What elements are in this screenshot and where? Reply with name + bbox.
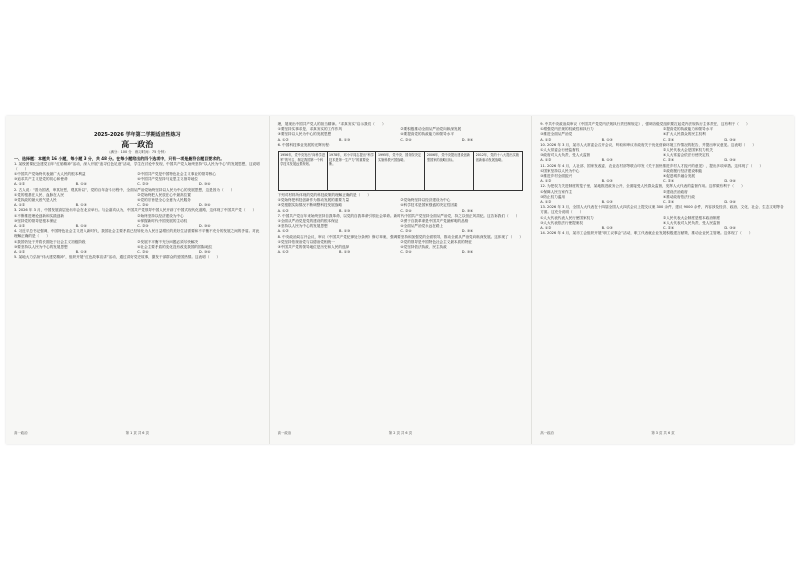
timeline-table bbox=[278, 151, 524, 191]
question-stem: 11. 2026 年 4 月，人社部、国家发改委、农业农村部等联合印发《关于加快推进乡村人才振兴的意见》，提出多项举措。这体现了（ ） bbox=[540, 163, 764, 168]
answer-choice: B. ①④ bbox=[75, 224, 87, 229]
answer-choice: A. ①② bbox=[14, 250, 26, 255]
answer-choice: D. ③④ bbox=[724, 158, 736, 163]
statement-option: ②人民代表大会制度是根本政治制度 bbox=[662, 215, 721, 220]
question-item bbox=[278, 143, 524, 148]
answer-choice: B. ①③ bbox=[601, 200, 613, 205]
statement-option: ③坚持以人民为中心的发展思想 bbox=[277, 224, 328, 229]
answer-choice: C. ②④ bbox=[400, 229, 412, 234]
timeline-cell: 1978年，邓小平同志提出“科学技术是第一生产力”的重要论断。 bbox=[327, 152, 376, 190]
statement-option: ①人大常委会行使监督权 bbox=[540, 148, 580, 153]
statement-option: ①人大代表代表人民行使国家权力 bbox=[540, 215, 594, 220]
statement-option: ④中国共产党坚持马克思主义指导地位 bbox=[137, 177, 199, 182]
answer-choice: C. ②④ bbox=[662, 158, 675, 163]
statement-option: ③要坚持以人民为中心的发展思想 bbox=[14, 244, 68, 249]
statement-option: ①中国共产党始终代表最广大人民的根本利益 bbox=[14, 172, 86, 176]
exam-subject: 高一政治 bbox=[121, 140, 154, 149]
statement-option: ③要坚持以人民为中心的发展思想 bbox=[277, 132, 332, 137]
question-item bbox=[14, 188, 261, 209]
answer-choice: B. ①④ bbox=[75, 182, 87, 187]
question-stem: 3. 2026 年 3 月，中国发展高层论坛年会在北京举行。与会嘉宾认为，中国共产党领导中国人民开辟了中国式现代化道路，这体现了中国共产党（ ） bbox=[14, 208, 257, 213]
statement-option: ②党的领导是中国特色社会主义最本质的特征 bbox=[400, 239, 472, 244]
statement-option: ③中国共产党的领导地位是历史和人民的选择 bbox=[277, 245, 350, 250]
question-item bbox=[278, 198, 524, 214]
question-stem: 7. 中国共产党百年来始终坚持自我革命，以党的自我革命引领社会革命。新时代中国共产党坚持全面从严治党，持之以恒正风肃纪。这告诉我们（ ） bbox=[277, 213, 520, 218]
question-item bbox=[540, 184, 786, 205]
statement-option: ④党坚持依法执政、民主执政 bbox=[400, 245, 447, 250]
answer-choice: B. ①③ bbox=[338, 137, 351, 142]
answer-choice: C. ②④ bbox=[662, 226, 675, 231]
statement-option: ②中国共产党是中国特色社会主义事业的领导核心 bbox=[137, 172, 216, 176]
timeline-cell: 2006年，党中央提出建设创新型国家的战略目标。 bbox=[424, 152, 473, 190]
statement-option: ①党始终把科技创新作为推动发展的重要力量 bbox=[277, 198, 350, 203]
question-list bbox=[278, 127, 524, 148]
answer-choice: D. ③④ bbox=[724, 226, 736, 231]
answer-choice: A. ①② bbox=[277, 137, 289, 142]
statement-option: ③防止权力滥用 bbox=[540, 194, 565, 199]
statement-option: ④扩大人民群众的民主权利 bbox=[662, 132, 706, 137]
question-stem: 9. 中共中央政治局审议《中国共产党党内法规执行责任制规定》，强调各级党组织要扛起党内法规执行主体责任，这有利于（ ） bbox=[540, 122, 750, 126]
statement-option: ②建设法治政府 bbox=[662, 189, 688, 194]
answer-choice: B. ①③ bbox=[338, 229, 351, 234]
question-list bbox=[540, 122, 786, 236]
statement-option: ①党的根基在人民、血脉在人民 bbox=[14, 192, 64, 197]
answer-choice: C. ②④ bbox=[400, 250, 412, 255]
answer-choice: C. ②③ bbox=[137, 182, 149, 187]
statement-option: ②勇于自我革命是中国共产党最鲜明的品格 bbox=[400, 219, 469, 224]
page-footer bbox=[540, 431, 786, 436]
answer-choice: B. ①③ bbox=[601, 158, 613, 163]
question-stem: 8. 中央政治局召开会议，审议《中国共产党纪律处分条例》修订草案，强调要坚持和加强党的全面领导，推动全面从严治党向纵深发展。这体现了（ ） bbox=[277, 234, 523, 239]
footer-page-number: 第 2 页 共 6 页 bbox=[388, 430, 413, 435]
statement-option: ①保障人民当家作主 bbox=[540, 189, 573, 194]
statement-option: ②提高党的执政能力和领导水平 bbox=[662, 127, 713, 132]
answer-choice: B. ①③ bbox=[601, 137, 613, 142]
answer-choice: C. ②③ bbox=[137, 224, 149, 229]
statement-option: ③推进乡村全面振兴 bbox=[540, 174, 573, 179]
statement-option: ③党根据实际情况不断调整科技发展战略 bbox=[277, 203, 342, 208]
answer-choice: D. ③④ bbox=[461, 250, 474, 255]
answer-choice: A. ①② bbox=[540, 226, 552, 231]
statement-option: ④全面从严治党永远在路上 bbox=[400, 224, 444, 229]
statement-option: ①要坚持实事求是、求真务实的工作作风 bbox=[277, 127, 342, 132]
statement-option: ④掌握新时代中国发展的主动权 bbox=[137, 218, 188, 223]
answer-choice: C. ②④ bbox=[400, 137, 412, 142]
statement-option: ④推动政府依法行政 bbox=[662, 194, 695, 199]
timeline-cell: 1995年，党中央、国务院决定实施科教兴国战略。 bbox=[375, 152, 424, 190]
answer-choice: A. ①② bbox=[14, 203, 26, 208]
answer-choice: D. ③④ bbox=[461, 229, 474, 234]
statement-option: ④人大常委会依法行使决定权 bbox=[662, 153, 710, 158]
timeline-caption: 下列对材料所体现的党的科技政策的理解正确的是（ ） bbox=[277, 193, 372, 198]
answer-choice: A. ①② bbox=[14, 224, 26, 229]
answer-choice: D. ③④ bbox=[198, 182, 211, 187]
statement-option: ④人大代表对人民负责，受人民监督 bbox=[662, 220, 721, 225]
question-continuation: 理，展现出中国共产党人的担当精神。“求真务实”启示我们（ ） bbox=[277, 122, 386, 126]
question-list bbox=[278, 198, 524, 255]
question-stem: 1. 某校团课纪念建党百年“红船精神”活动，深入开展“追寻红色足迹”活动，学生在讨论中发现，中国共产党人始终坚持“以人民为中心”的发展思想，这说明（ ） bbox=[14, 161, 260, 171]
question-item bbox=[540, 231, 786, 236]
answer-choice: B. ①③ bbox=[601, 179, 613, 184]
statement-option: ③政府对人大负责，受人大监督 bbox=[540, 153, 591, 158]
answer-choice: A. ①② bbox=[277, 229, 289, 234]
statement-option: ④科学技术是国家强盛的决定性因素 bbox=[400, 203, 458, 208]
timeline-cell: 2012年，党的十八大提出实施创新驱动发展战略。 bbox=[473, 152, 522, 190]
statement-option: ②发展不平衡不充分问题必须尽快解决 bbox=[137, 239, 199, 244]
answer-choice: D. ③④ bbox=[461, 137, 474, 142]
question-item bbox=[14, 162, 261, 188]
question-stem: 14. 2026 年 4 月，某市工会组织开展“职工议事会”活动，职工代表就企业发展积极建言献策，推动企业民主管理。这体现了（ ） bbox=[540, 231, 753, 236]
answer-choice: C. ②④ bbox=[662, 200, 675, 205]
question-item bbox=[540, 122, 786, 143]
footer-subject: 高一政治 bbox=[14, 430, 28, 435]
question-stem: 10. 2026 年 3 月，某市人大常委会召开会议，听取和审议市政府关于优化营商环境工作情况的报告，并提出审议意见。这表明（ ） bbox=[540, 142, 756, 147]
statement-option: ④党的宗旨是全心全意为人民服务 bbox=[137, 198, 191, 203]
exam-page-2 bbox=[269, 116, 532, 444]
answer-choice: A. ①② bbox=[540, 158, 552, 163]
statement-option: ①国家坚持以人民为中心 bbox=[540, 168, 580, 173]
statement-option: ③追求共产主义是党的初心和使命 bbox=[14, 177, 68, 182]
question-stem: 12. 为把权力关进制度的笼子里，某地推进政务公开，全面接受人民群众监督，发挥人大代表的监督作用。这样做有利于（ ） bbox=[540, 184, 745, 189]
statement-option: ②始终坚持以经济建设为中心 bbox=[137, 213, 184, 218]
question-stem: 13. 2026 年 3 月，全国人大代表在十四届全国人大四次会议上提交议案 300 余件，建议 9000 余件，内容涉及经济、政治、文化、社会、生态文明等各方面。这充分说明（ ） bbox=[540, 205, 784, 215]
question-item bbox=[278, 235, 524, 256]
question-item bbox=[540, 205, 786, 231]
statement-option: ①不断推进理论创新和实践创新 bbox=[14, 213, 64, 218]
statement-option: ②党始终把人民放在心中最高位置 bbox=[137, 192, 191, 197]
footer-subject: 高一政治 bbox=[540, 430, 554, 435]
statement-option: ①增强党内法规的权威性和执行力 bbox=[540, 127, 594, 132]
question-item bbox=[278, 127, 524, 143]
section-heading: 一、选择题：本题共 16 小题，每小题 3 分，共 48 分。在每小题给出的四个选项中，只有一项是最符合题目要求的。 bbox=[14, 156, 225, 161]
statement-option: ③推进全面从严治党 bbox=[540, 132, 573, 137]
answer-choice: B. ①③ bbox=[75, 203, 87, 208]
page-footer bbox=[278, 431, 524, 436]
page-footer bbox=[14, 431, 261, 436]
answer-choice: D. ③④ bbox=[724, 200, 736, 205]
statement-option: ①党坚持依规治党与以德治党相统一 bbox=[277, 239, 335, 244]
question-item bbox=[14, 208, 261, 229]
answer-choice: D. ③④ bbox=[461, 208, 474, 213]
question-stem: 4. 习近平总书记强调，中国特色社会主义进入新时代，我国社会主要矛盾已经转化为人民日益增长的美好生活需要和不平衡不充分的发展之间的矛盾。对此理解正确的是（ ） bbox=[14, 229, 260, 239]
question-item bbox=[540, 164, 786, 185]
exam-page-3 bbox=[531, 116, 794, 444]
answer-choice: C. ②④ bbox=[400, 208, 412, 213]
answer-choice: D. ③④ bbox=[198, 250, 211, 255]
answer-choice: A. ①② bbox=[540, 137, 552, 142]
statement-option: ④促进城乡融合发展 bbox=[662, 174, 695, 179]
statement-option: ②政府履行经济建设职能 bbox=[662, 168, 703, 173]
statement-option: ②要积极推动全面从严治党向纵深发展 bbox=[400, 127, 462, 132]
answer-choice: B. ①③ bbox=[601, 226, 613, 231]
question-item bbox=[540, 143, 786, 164]
statement-option: ③坚持党的领导是根本保证 bbox=[14, 218, 57, 223]
exam-page-1 bbox=[6, 116, 269, 444]
footer-page-number: 第 1 页 共 6 页 bbox=[125, 430, 149, 435]
question-stem: 6. 中国科技事业发展的光辉历程： bbox=[277, 142, 333, 147]
answer-choice: B. ①③ bbox=[75, 250, 87, 255]
answer-choice: A. ①② bbox=[277, 250, 289, 255]
footer-page-number: 第 3 页 共 6 页 bbox=[651, 430, 675, 435]
statement-option: ③党执政的最大底气是人民 bbox=[14, 198, 57, 203]
answer-choice: D. ③④ bbox=[724, 137, 736, 142]
answer-choice: C. ②④ bbox=[137, 250, 149, 255]
answer-choice: A. ①② bbox=[277, 208, 289, 213]
statement-option: ④要提高党的执政能力和领导水平 bbox=[400, 132, 454, 137]
answer-choice: A. ①② bbox=[14, 182, 26, 187]
answer-choice: B. ①③ bbox=[338, 208, 351, 213]
question-item bbox=[14, 229, 261, 255]
statement-option: ③人大代表依法行使提案权 bbox=[540, 220, 583, 225]
question-stem: 5. 某地大力弘扬“伟大建党精神”，组织开展“红色故事宣讲”活动，通过讲好党史故事，激发干部群众的爱国热情。这表明（ ） bbox=[14, 255, 221, 260]
timeline-cell: 1956年，党中央发出“向科学进军”的号召，制定我国第一个科学技术发展远景规划。 bbox=[280, 153, 325, 167]
answer-choice: C. ②④ bbox=[662, 137, 675, 142]
exam-meta: （满分：100 分 练习时间：75 分钟） bbox=[107, 150, 168, 154]
exam-sheet bbox=[6, 116, 794, 444]
answer-choice: D. ③④ bbox=[724, 179, 736, 184]
statement-option: ④社会主要矛盾的变化没有改变我国的国际地位 bbox=[137, 244, 213, 249]
question-list bbox=[14, 162, 261, 261]
statement-option: ②党始终坚持以经济建设为中心 bbox=[400, 198, 451, 203]
statement-option: ①全面从严治党是党的建设的根本保证 bbox=[277, 219, 339, 224]
answer-choice: B. ①③ bbox=[338, 250, 351, 255]
question-stem: 2. 古人说：“善为国者，审其好恶，观其所以”，党的百年奋斗历程中，全面从严治党始终坚持以人民为中心的发展思想，这是因为（ ） bbox=[14, 187, 235, 192]
answer-choice: C. ②④ bbox=[137, 203, 149, 208]
answer-choice: D. ③④ bbox=[198, 224, 211, 229]
answer-choice: C. ②④ bbox=[662, 179, 675, 184]
question-item bbox=[278, 214, 524, 235]
question-item bbox=[14, 255, 261, 260]
answer-choice: A. ①② bbox=[540, 200, 552, 205]
exam-title: 2025-2026 学年第二学期适应性练习 bbox=[93, 132, 181, 138]
answer-choice: A. ①② bbox=[540, 179, 552, 184]
footer-subject: 高一政治 bbox=[277, 430, 292, 435]
answer-choice: D. ③④ bbox=[198, 203, 211, 208]
statement-option: ①我国仍处于并将长期处于社会主义初级阶段 bbox=[14, 239, 86, 244]
statement-option: ②人民代表大会是国家权力机关 bbox=[662, 148, 713, 153]
